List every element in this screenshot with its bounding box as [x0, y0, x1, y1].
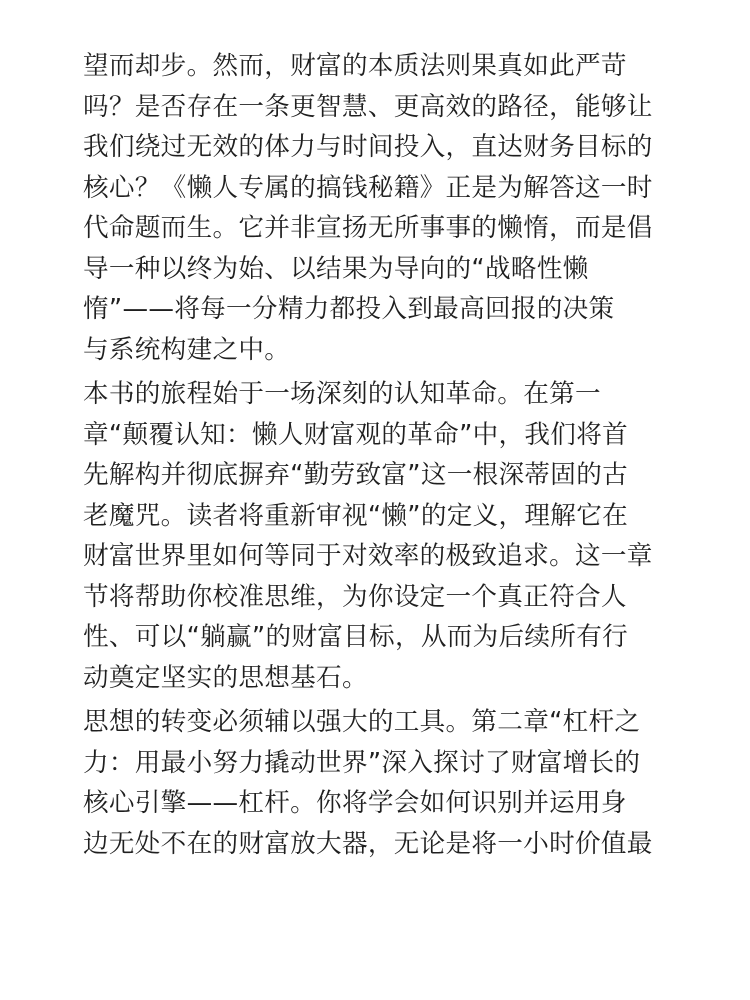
- text-line: 我们绕过无效的体力与时间投入，直达财务目标的: [83, 132, 653, 162]
- text-line: 章“颠覆认知：懒人财富观的革命”中，我们将首: [83, 419, 628, 450]
- text-line: 性、可以“躺赢”的财富目标，从而为后续所有行: [83, 622, 628, 652]
- text-line: 导一种以终为始、以结果为导向的“战略性懒: [83, 253, 589, 284]
- text-line: 财富世界里如何等同于对效率的极致追求。这一章: [83, 541, 653, 571]
- text-line: 惰”——将每一分精力都投入到最高回报的决策: [83, 294, 615, 324]
- text-line: 老魔咒。读者将重新审视“懒”的定义，理解它在: [83, 500, 628, 531]
- text-line: 力：用最小努力撬动世界”深入探讨了财富增长的: [83, 747, 641, 778]
- text-line: 边无处不在的财富放大器，无论是将一小时价值最: [83, 828, 653, 859]
- text-line: 吗？是否存在一条更智慧、更高效的路径，能够让: [83, 91, 653, 122]
- text-line: 动奠定坚实的思想基石。: [83, 662, 368, 693]
- text-line: 节将帮助你校准思维，为你设定一个真正符合人: [83, 581, 627, 612]
- paragraph-1: [83, 46, 673, 370]
- paragraph-3: [83, 702, 673, 864]
- paragraph-2: [83, 374, 673, 698]
- text-line: 核心？《懒人专属的搞钱秘籍》正是为解答这一时: [83, 172, 653, 203]
- text-line: 思想的转变必须辅以强大的工具。第二章“杠杆之: [83, 707, 641, 737]
- text-line: 本书的旅程始于一场深刻的认知革命。在第一: [83, 379, 601, 409]
- text-line: 核心引擎——杠杆。你将学会如何识别并运用身: [83, 788, 627, 818]
- text-line: 代命题而生。它并非宣扬无所事事的懒惰，而是倡: [83, 213, 653, 243]
- text-line: 望而却步。然而，财富的本质法则果真如此严苛: [83, 51, 627, 81]
- document-page: [83, 46, 673, 868]
- text-line: 与系统构建之中。: [83, 334, 291, 365]
- text-line: 先解构并彻底摒弃“勤劳致富”这一根深蒂固的古: [83, 460, 628, 490]
